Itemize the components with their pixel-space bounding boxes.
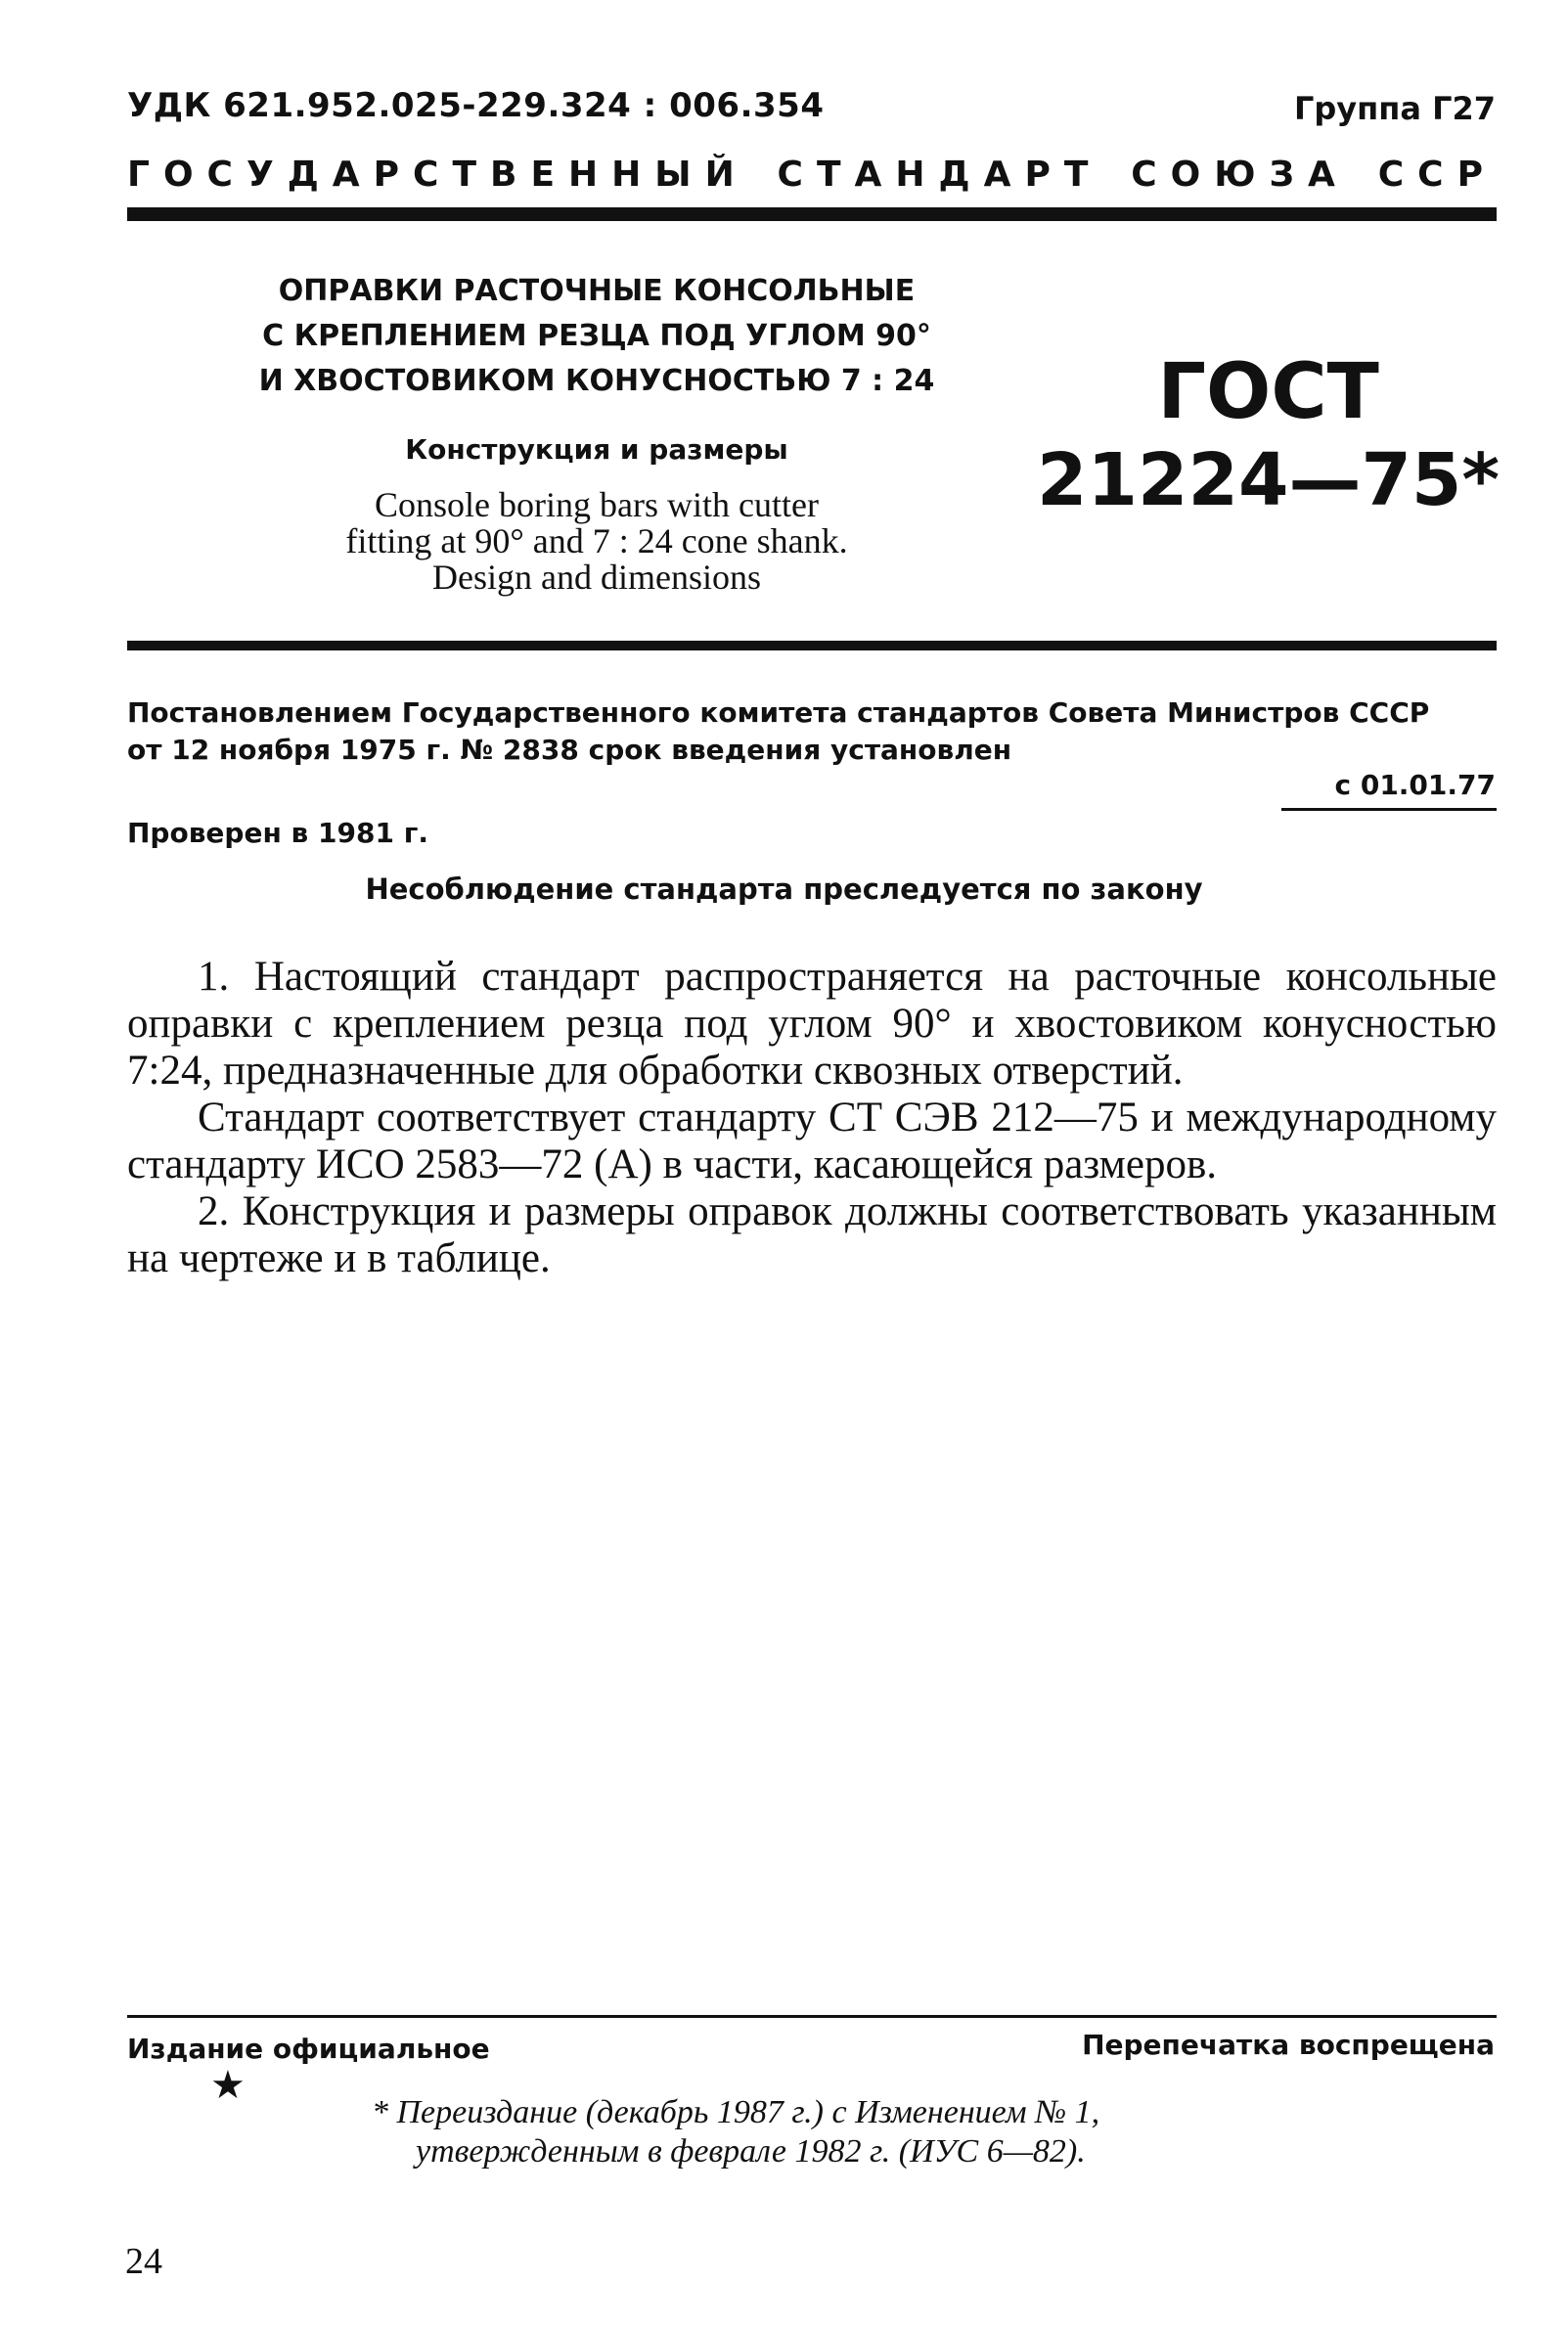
body-paragraph: Стандарт соответствует стандарту СТ СЭВ 212—75 и международному стандарту ИСО 2583—72 (А) в части, касающейся размеров. — [127, 1095, 1497, 1187]
state-standard-banner — [127, 155, 1497, 195]
effective-date: с 01.01.77 — [1334, 769, 1496, 801]
footer-rule — [127, 2015, 1497, 2018]
edition-label: Издание официальное — [127, 2033, 490, 2065]
legal-warning: Несоблюдение стандарта преследуется по закону — [365, 873, 1203, 906]
checked-note: Проверен в 1981 г. — [127, 817, 428, 849]
footnote-line: утвержденным в феврале 1982 г. (ИУС 6—82). — [416, 2133, 1086, 2170]
group-code: Группа Г27 — [1293, 90, 1496, 127]
reprint-notice: Перепечатка воспрещена — [1082, 2029, 1495, 2061]
subtitle-ru: Конструкция и размеры — [405, 433, 788, 466]
decree-text — [127, 694, 1497, 769]
page-number: 24 — [125, 2241, 162, 2282]
body-text — [127, 954, 1497, 1282]
decree-line: Постановлением Государственного комитета стандартов Совета Министров СССР — [127, 696, 1430, 729]
banner-word: СОЮЗА — [1131, 155, 1349, 195]
title-block — [225, 269, 968, 596]
title-ru-line: С КРЕПЛЕНИЕМ РЕЗЦА ПОД УГЛОМ 90° — [262, 319, 931, 353]
title-en-line: Design and dimensions — [432, 558, 761, 597]
banner-word: ГОСУДАРСТВЕННЫЙ — [127, 155, 748, 195]
udk-code: УДК 621.952.025-229.324 : 006.354 — [127, 86, 825, 125]
title-rule — [127, 641, 1497, 650]
footnote-line: * Переиздание (декабрь 1987 г.) с Изменением № 1, — [372, 2094, 1100, 2130]
body-paragraph: 2. Конструкция и размеры оправок должны соответствовать указанным на чертеже и в таблице. — [127, 1188, 1497, 1281]
star-icon: ★ — [210, 2063, 246, 2107]
decree-line: от 12 ноября 1975 г. № 2838 срок введения установлен — [127, 734, 1012, 766]
header-rule — [127, 207, 1497, 221]
gost-label: ГОСТ — [1157, 348, 1379, 436]
banner-word: ССР — [1377, 155, 1497, 195]
gost-designation — [1037, 348, 1500, 524]
effective-date-underline — [1281, 808, 1497, 811]
title-en-line: Console boring bars with cutter — [375, 485, 819, 524]
title-ru-line: ОПРАВКИ РАСТОЧНЫЕ КОНСОЛЬНЫЕ — [278, 274, 916, 308]
gost-number: 21224—75* — [1037, 438, 1501, 522]
title-en-line: fitting at 90° and 7 : 24 cone shank. — [345, 521, 848, 560]
title-ru-line: И ХВОСТОВИКОМ КОНУСНОСТЬЮ 7 : 24 — [258, 364, 935, 398]
banner-word: СТАНДАРТ — [777, 155, 1102, 195]
body-paragraph: 1. Настоящий стандарт распространяется на расточные консольные оправки с креплением резца под углом 90° и хвостовиком конусностью 7:24, предназначенные для обработки сквозных отверстий. — [127, 954, 1497, 1094]
reissue-footnote — [372, 2093, 1350, 2171]
